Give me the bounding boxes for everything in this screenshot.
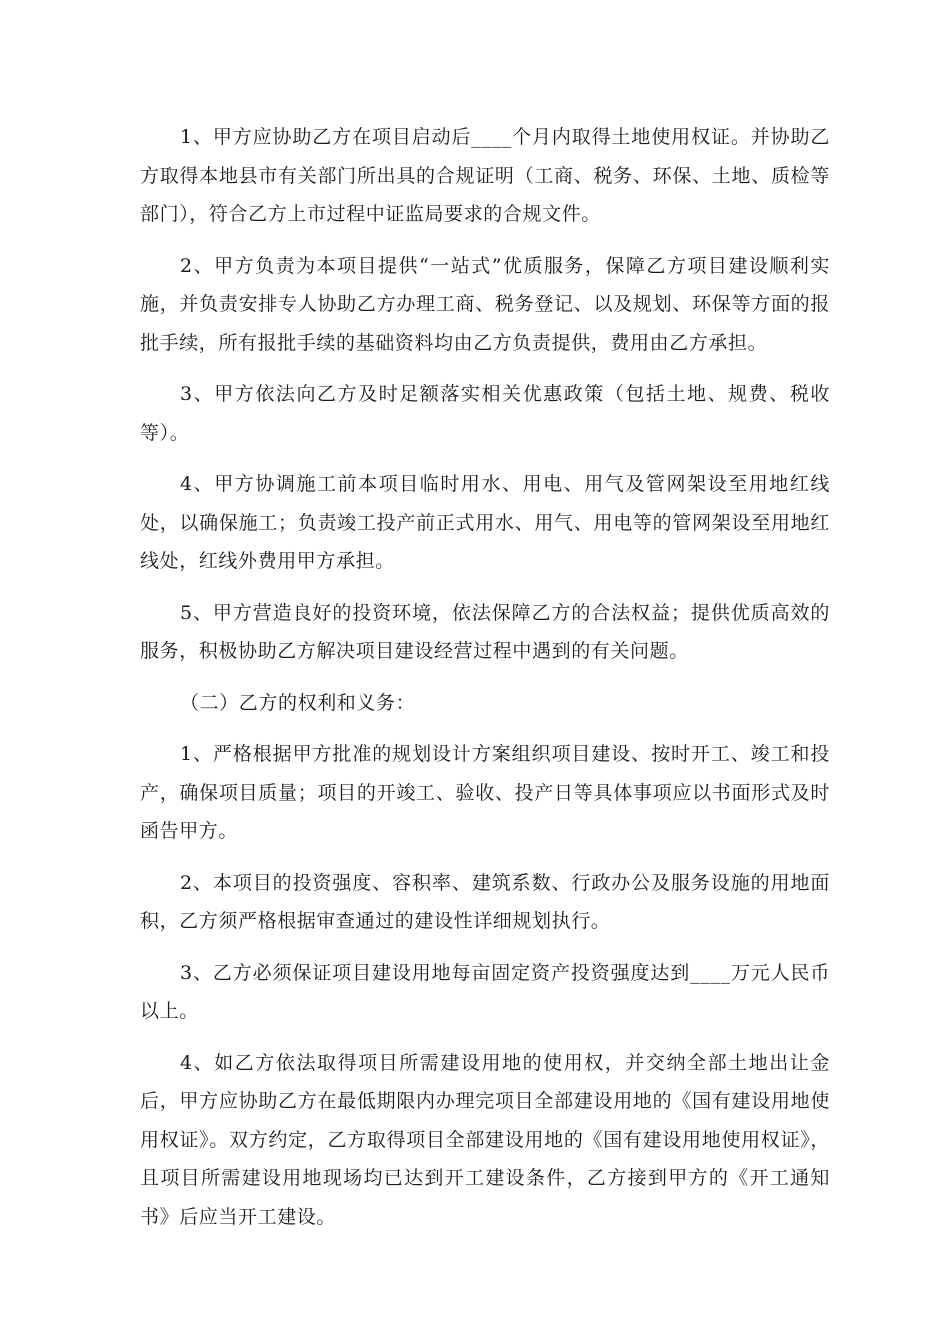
- party-a-item-3: 3、甲方依法向乙方及时足额落实相关优惠政策（包括土地、规费、税收等）。: [140, 383, 830, 444]
- party-a-item-2: 2、甲方负责为本项目提供“一站式”优质服务，保障乙方项目建设顺利实施，并负责安排专人协助乙方办理工商、税务登记、以及规划、环保等方面的报批手续，所有报批手续的基础资料均由乙方负责提供，费用由乙方承担。: [140, 254, 830, 354]
- party-b-item-4: 4、如乙方依法取得项目所需建设用地的使用权，并交纳全部土地出让金后，甲方应协助乙方在最低期限内办理完项目全部建设用地的《国有建设用地使用权证》。双方约定，乙方取得项目全部建设用地的《国有建设用地使用权证》，且项目所需建设用地现场均已达到开工建设条件，乙方接到甲方的《开工通知书》后应当开工建设。: [140, 1051, 830, 1228]
- party-b-heading: （二）乙方的权利和义务：: [180, 691, 416, 714]
- document-body: [140, 118, 830, 1236]
- party-b-item-2: 2、本项目的投资强度、容积率、建筑系数、行政办公及服务设施的用地面积，乙方须严格根据审查通过的建设性详细规划执行。: [140, 871, 830, 932]
- party-a-item-5: 5、甲方营造良好的投资环境，依法保障乙方的合法权益；提供优质高效的服务，积极协助乙方解决项目建设经营过程中遇到的有关问题。: [140, 601, 830, 662]
- party-b-item-3: 3、乙方必须保证项目建设用地每亩固定资产投资强度达到____万元人民币以上。: [140, 961, 830, 1022]
- party-b-item-1: 1、严格根据甲方批准的规划设计方案组织项目建设、按时开工、竣工和投产，确保项目质量；项目的开竣工、验收、投产日等具体事项应以书面形式及时函告甲方。: [140, 743, 830, 842]
- party-a-item-1: 1、甲方应协助乙方在项目启动后____个月内取得土地使用权证。并协助乙方取得本地县市有关部门所出具的合规证明（工商、税务、环保、土地、质检等部门），符合乙方上市过程中证监局要求的合规文件。: [140, 126, 830, 225]
- party-a-item-4: 4、甲方协调施工前本项目临时用水、用电、用气及管网架设至用地红线处，以确保施工；负责竣工投产前正式用水、用气、用电等的管网架设至用地红线处，红线外费用甲方承担。: [140, 473, 830, 572]
